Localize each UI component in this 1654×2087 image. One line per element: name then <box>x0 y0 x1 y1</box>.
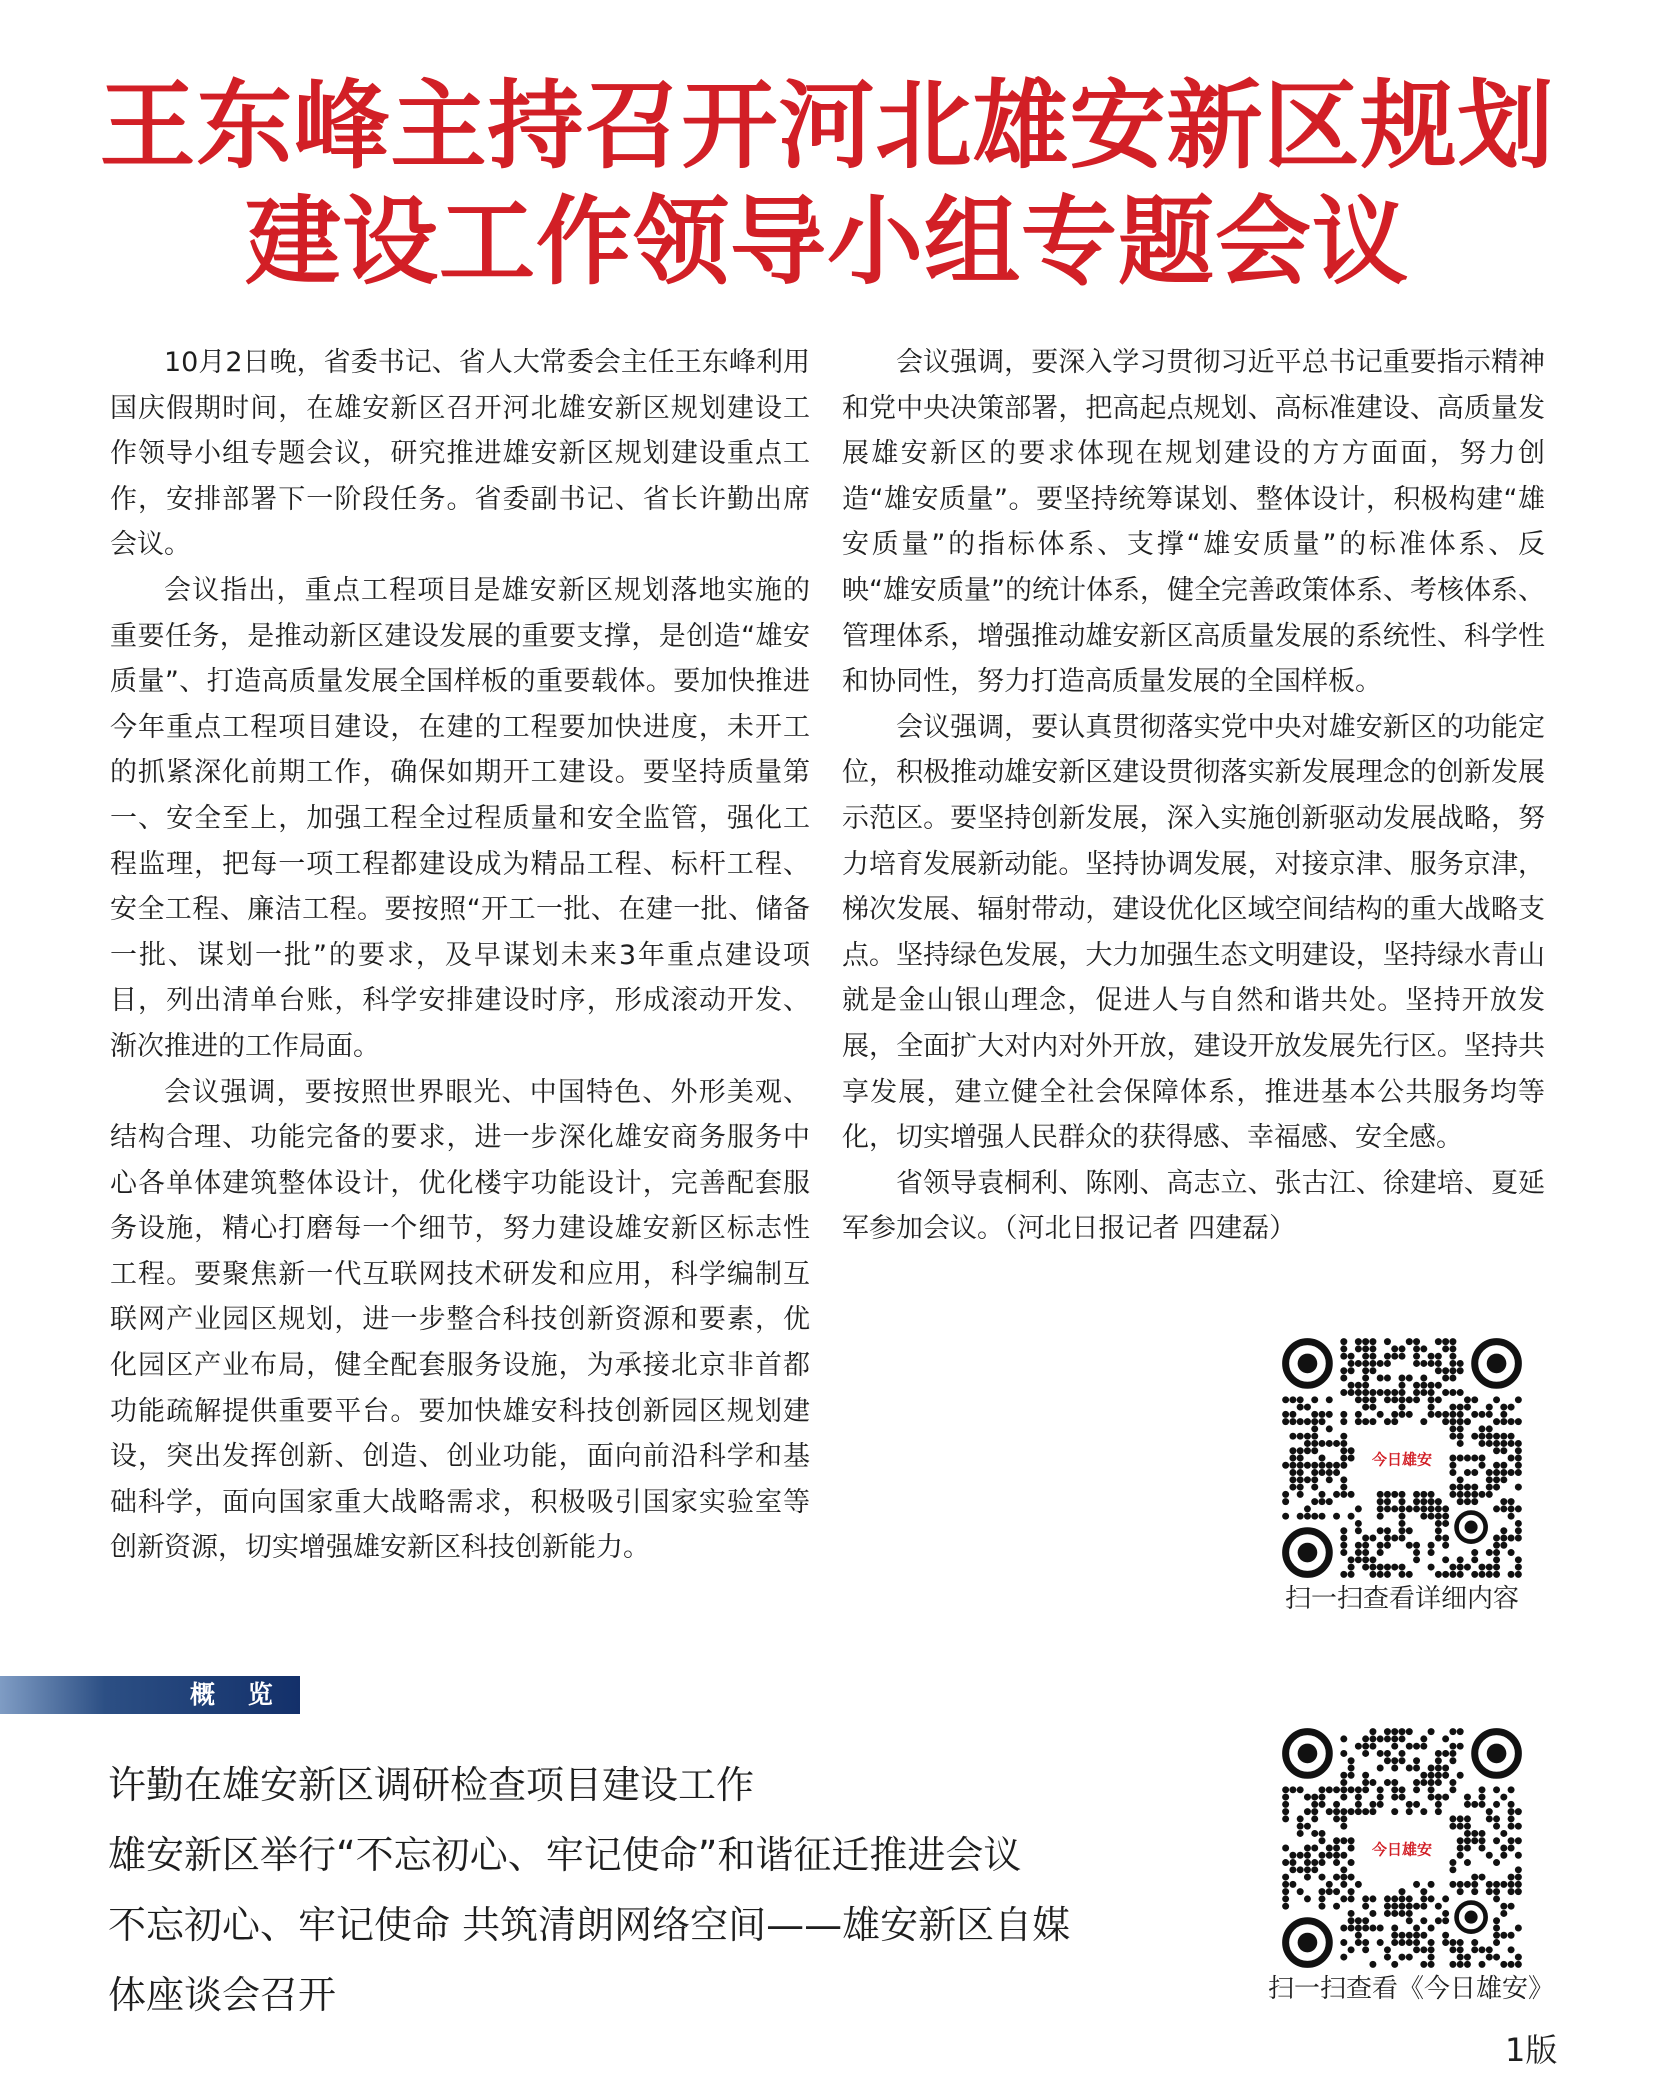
article-paragraph: 会议指出，重点工程项目是雄安新区规划落地实施的重要任务，是推动新区建设发展的重要支撑，是创造“雄安质量”、打造高质量发展全国样板的重要载体。要加快推进今年重点工程项目建设，在建的工程要加快进度，未开工的抓紧深化前期工作，确保如期开工建设。要坚持质量第一、安全至上，加强工程全过程质量和安全监管，强化工程监理，把每一项工程都建设成为精品工程、标杆工程、安全工程、廉洁工程。要按照“开工一批、在建一批、储备一批、谋划一批”的要求，及早谋划未来3年重点建设项目，列出清单台账，科学安排建设时序，形成滚动开发、渐次推进的工作局面。 <box>110 574 810 1062</box>
qr-caption: 扫一扫查看《今日雄安》 <box>1268 1974 1555 2004</box>
overview-label: 概 览 <box>190 1680 285 1709</box>
headline <box>90 68 1564 300</box>
headline-line-2: 建设工作领导小组专题会议 <box>245 185 1409 298</box>
qr-code-publication[interactable] <box>1268 1728 1555 2006</box>
qr-caption: 扫一扫查看详细内容 <box>1284 1584 1519 1614</box>
qr-code-icon <box>1282 1338 1522 1578</box>
overview-item[interactable]: 不忘初心、牢记使命 共筑清朗网络空间——雄安新区自媒体座谈会召开 <box>108 1903 1071 2017</box>
article-paragraph: 10月2日晚，省委书记、省人大常委会主任王东峰利用国庆假期时间，在雄安新区召开河北雄安新区规划建设工作领导小组专题会议，研究推进雄安新区规划建设重点工作，安排部署下一阶段任务。省委副书记、省长许勤出席会议。 <box>110 347 810 561</box>
page-number: 1版 <box>1505 2031 1558 2069</box>
headline-line-1: 王东峰主持召开河北雄安新区规划 <box>99 69 1555 182</box>
qr-logo-text: 今日雄安 <box>1371 1840 1433 1859</box>
article-column-left <box>110 340 810 1571</box>
qr-code-icon <box>1282 1728 1522 1968</box>
article-column-right <box>842 340 1545 1252</box>
article-paragraph: 省领导袁桐利、陈刚、高志立、张古江、徐建培、夏延军参加会议。（河北日报记者 四建磊） <box>842 1167 1545 1245</box>
article-paragraph: 会议强调，要认真贯彻落实党中央对雄安新区的功能定位，积极推动雄安新区建设贯彻落实新发展理念的创新发展示范区。要坚持创新发展，深入实施创新驱动发展战略，努力培育发展新动能。坚持协调发展，对接京津、服务京津，梯次发展、辐射带动，建设优化区域空间结构的重大战略支点。坚持绿色发展，大力加强生态文明建设，坚持绿水青山就是金山银山理念，促进人与自然和谐共处。坚持开放发展，全面扩大对内对外开放，建设开放发展先行区。坚持共享发展，建立健全社会保障体系，推进基本公共服务均等化，切实增强人民群众的获得感、幸福感、安全感。 <box>842 711 1545 1154</box>
overview-item[interactable]: 雄安新区举行“不忘初心、牢记使命”和谐征迁推进会议 <box>108 1833 1022 1877</box>
article-paragraph: 会议强调，要深入学习贯彻习近平总书记重要指示精神和党中央决策部署，把高起点规划、高标准建设、高质量发展雄安新区的要求体现在规划建设的方方面面，努力创造“雄安质量”。要坚持统筹谋划、整体设计，积极构建“雄安质量”的指标体系、支撑“雄安质量”的标准体系、反映“雄安质量”的统计体系，健全完善政策体系、考核体系、管理体系，增强推动雄安新区高质量发展的系统性、科学性和协同性，努力打造高质量发展的全国样板。 <box>842 347 1545 698</box>
article-paragraph: 会议强调，要按照世界眼光、中国特色、外形美观、结构合理、功能完备的要求，进一步深化雄安商务服务中心各单体建筑整体设计，优化楼宇功能设计，完善配套服务设施，精心打磨每一个细节，努力建设雄安新区标志性工程。要聚焦新一代互联网技术研发和应用，科学编制互联网产业园区规划，进一步整合科技创新资源和要素，优化园区产业布局，健全配套服务设施，为承接北京非首都功能疏解提供重要平台。要加快雄安科技创新园区规划建设，突出发挥创新、创造、创业功能，面向前沿科学和基础科学，面向国家重大战略需求，积极吸引国家实验室等创新资源，切实增强雄安新区科技创新能力。 <box>110 1076 810 1564</box>
overview-list <box>108 1750 1088 2030</box>
qr-code-details[interactable] <box>1282 1338 1522 1616</box>
qr-logo-text: 今日雄安 <box>1371 1450 1433 1469</box>
overview-item[interactable]: 许勤在雄安新区调研检查项目建设工作 <box>108 1763 755 1807</box>
